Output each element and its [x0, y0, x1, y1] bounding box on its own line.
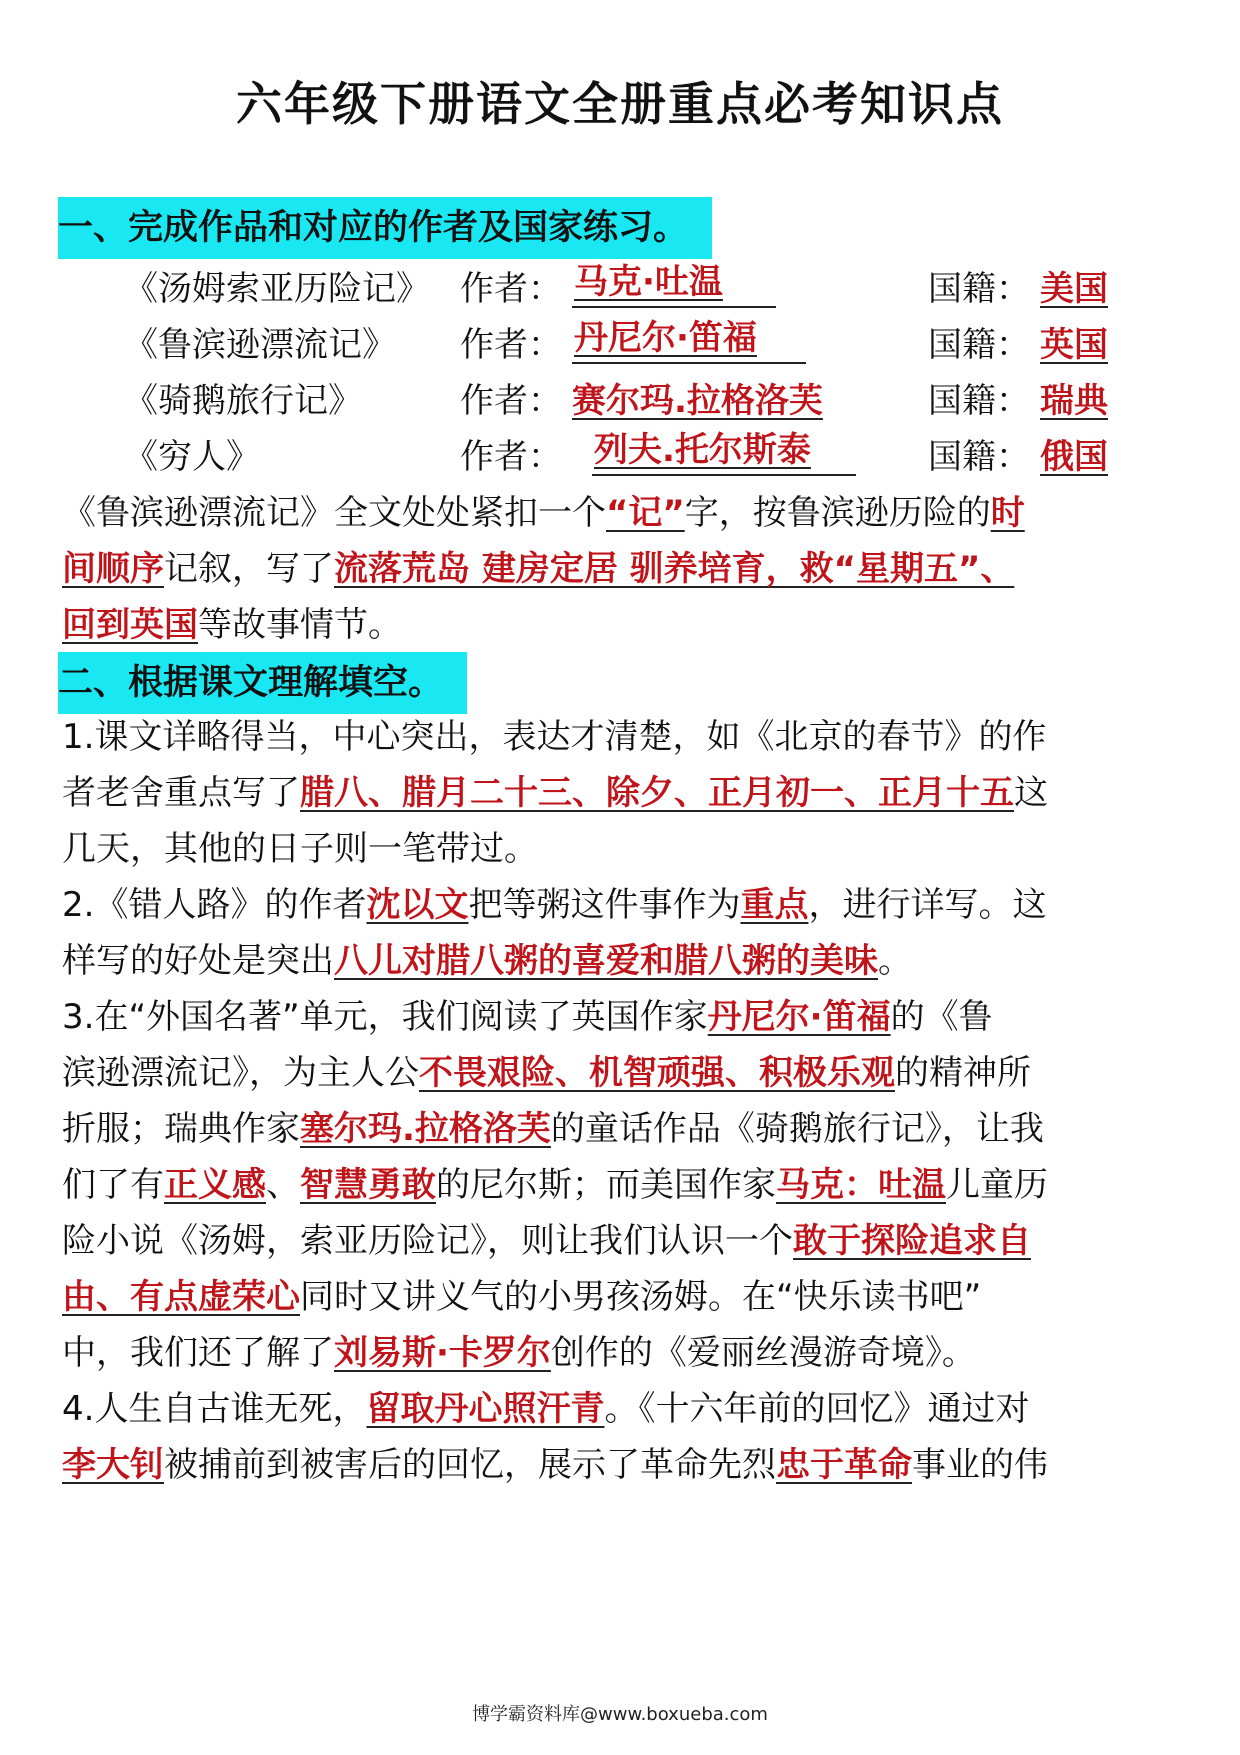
paragraph-line	[62, 1322, 1178, 1384]
paragraph-line	[62, 1098, 1178, 1160]
paragraph-line	[62, 1154, 1178, 1216]
text: 险小说《汤姆，索亚历险记》，则让我们认识一个	[62, 1221, 793, 1261]
text: 样写的好处是突出	[62, 941, 334, 981]
author-label: 作者：	[460, 325, 562, 365]
answer: 腊八、腊月二十三、除夕、正月初一、正月十五	[300, 773, 1014, 813]
text: 4.人生自古谁无死，	[62, 1389, 367, 1429]
text: 创作的《爱丽丝漫游奇境》。	[550, 1333, 976, 1373]
answer: “记”	[606, 493, 685, 533]
section-1-heading: 一、完成作品和对应的作者及国家练习。	[58, 197, 712, 259]
paragraph-line	[62, 762, 1178, 824]
text: 《鲁滨逊漂流记》全文处处紧扣一个	[62, 493, 606, 533]
answer: 不畏艰险、机智顽强、积极乐观	[419, 1053, 895, 1093]
paragraph-line	[62, 874, 1178, 936]
text: 等故事情节。	[198, 605, 402, 645]
text: 儿童历	[946, 1165, 1048, 1205]
text: 的尼尔斯；而美国作家	[436, 1165, 776, 1205]
answer: 间顺序	[62, 549, 164, 589]
text: 3.在“外国名著”单元，我们阅读了英国作家	[62, 997, 708, 1037]
paragraph-line	[62, 1266, 1178, 1328]
paragraph-line	[62, 538, 1178, 600]
text: 把等粥这件事作为	[468, 885, 741, 925]
book-title: 《穷人》	[124, 437, 260, 477]
book-title: 《鲁滨逊漂流记》	[124, 325, 396, 365]
text: 几天，其他的日子则一笔带过。	[62, 829, 538, 869]
paragraph-line	[62, 706, 1178, 768]
nation-answer: 俄国	[1040, 437, 1108, 477]
text: 记叙，写了	[164, 549, 334, 589]
answer: 马克：吐温	[776, 1165, 946, 1205]
answer: 忠于革命	[776, 1445, 912, 1485]
author-label: 作者：	[460, 381, 562, 421]
nation-label: 国籍：	[928, 381, 1030, 421]
paragraph-line	[62, 1434, 1178, 1496]
nation-answer: 瑞典	[1040, 381, 1108, 421]
author-answer: 丹尼尔·笛福	[572, 314, 806, 364]
answer: 留取丹心照汗青	[366, 1389, 605, 1429]
answer: 八儿对腊八粥的喜爱和腊八粥的美味	[334, 941, 878, 981]
paragraph-line	[62, 594, 1178, 656]
nation-label: 国籍：	[928, 325, 1030, 365]
paragraph-line	[62, 1210, 1178, 1272]
paragraph-line	[62, 1042, 1178, 1104]
author-answer: 马克·吐温	[572, 258, 776, 308]
author-answer: 赛尔玛.拉格洛芙	[572, 381, 823, 421]
text: 。	[878, 941, 912, 981]
footer-watermark: 博学霸资料库@www.boxueba.com	[472, 1704, 768, 1725]
text: 滨逊漂流记》，为主人公	[62, 1053, 419, 1093]
paragraph-line	[62, 482, 1178, 544]
text: 中，我们还了解了	[62, 1333, 334, 1373]
answer: 重点	[740, 885, 809, 925]
answer: 敢于探险追求自	[793, 1221, 1031, 1261]
nation-answer: 英国	[1040, 325, 1108, 365]
paragraph-line	[62, 1378, 1178, 1440]
answer: 塞尔玛.拉格洛芙	[300, 1109, 551, 1149]
author-answer: 列夫.托尔斯泰	[592, 426, 856, 476]
answer: 李大钊	[62, 1445, 164, 1485]
answer: 丹尼尔·笛福	[707, 997, 891, 1037]
answer: 时	[990, 493, 1025, 533]
answer: 沈以文	[366, 885, 469, 925]
text: 1.课文详略得当，中心突出，表达才清楚，如《北京的春节》的作	[62, 717, 1047, 757]
text: 们了有	[62, 1165, 164, 1205]
text: 这	[1014, 773, 1048, 813]
text: 事业的伟	[912, 1445, 1048, 1485]
text: 2.《错人路》的作者	[62, 885, 367, 925]
text: 的《鲁	[890, 997, 993, 1037]
nation-label: 国籍：	[928, 269, 1030, 309]
answer: 正义感	[164, 1165, 266, 1205]
page-title: 六年级下册语文全册重点必考知识点	[236, 77, 1004, 131]
text: 者老舍重点写了	[62, 773, 300, 813]
text: 的精神所	[895, 1053, 1031, 1093]
text: ，进行详写。这	[808, 885, 1047, 925]
author-label: 作者：	[460, 269, 562, 309]
paragraph-line	[62, 818, 1178, 880]
nation-label: 国籍：	[928, 437, 1030, 477]
answer: 刘易斯·卡罗尔	[334, 1333, 551, 1373]
author-label: 作者：	[460, 437, 562, 477]
book-title: 《汤姆索亚历险记》	[124, 269, 430, 309]
text: 被捕前到被害后的回忆，展示了革命先烈	[164, 1445, 776, 1485]
paragraph-line	[62, 930, 1178, 992]
paragraph-line	[62, 986, 1178, 1048]
nation-answer: 美国	[1040, 269, 1108, 309]
text: 同时又讲义气的小男孩汤姆。在“快乐读书吧”	[300, 1277, 982, 1317]
text: 、	[266, 1165, 300, 1205]
text: 。《十六年前的回忆》通过对	[604, 1389, 1030, 1429]
answer: 由、有点虚荣心	[62, 1277, 300, 1317]
text: 折服；瑞典作家	[62, 1109, 300, 1149]
answer: 回到英国	[62, 605, 198, 645]
section-2-heading: 二、根据课文理解填空。	[58, 652, 467, 714]
answer: 智慧勇敢	[300, 1165, 436, 1205]
text: 的童话作品《骑鹅旅行记》，让我	[550, 1109, 1044, 1149]
answer: 流落荒岛 建房定居 驯养培育，救“星期五”、	[334, 549, 1015, 589]
text: 字，按鲁滨逊历险的	[684, 493, 991, 533]
book-title: 《骑鹅旅行记》	[124, 381, 362, 421]
